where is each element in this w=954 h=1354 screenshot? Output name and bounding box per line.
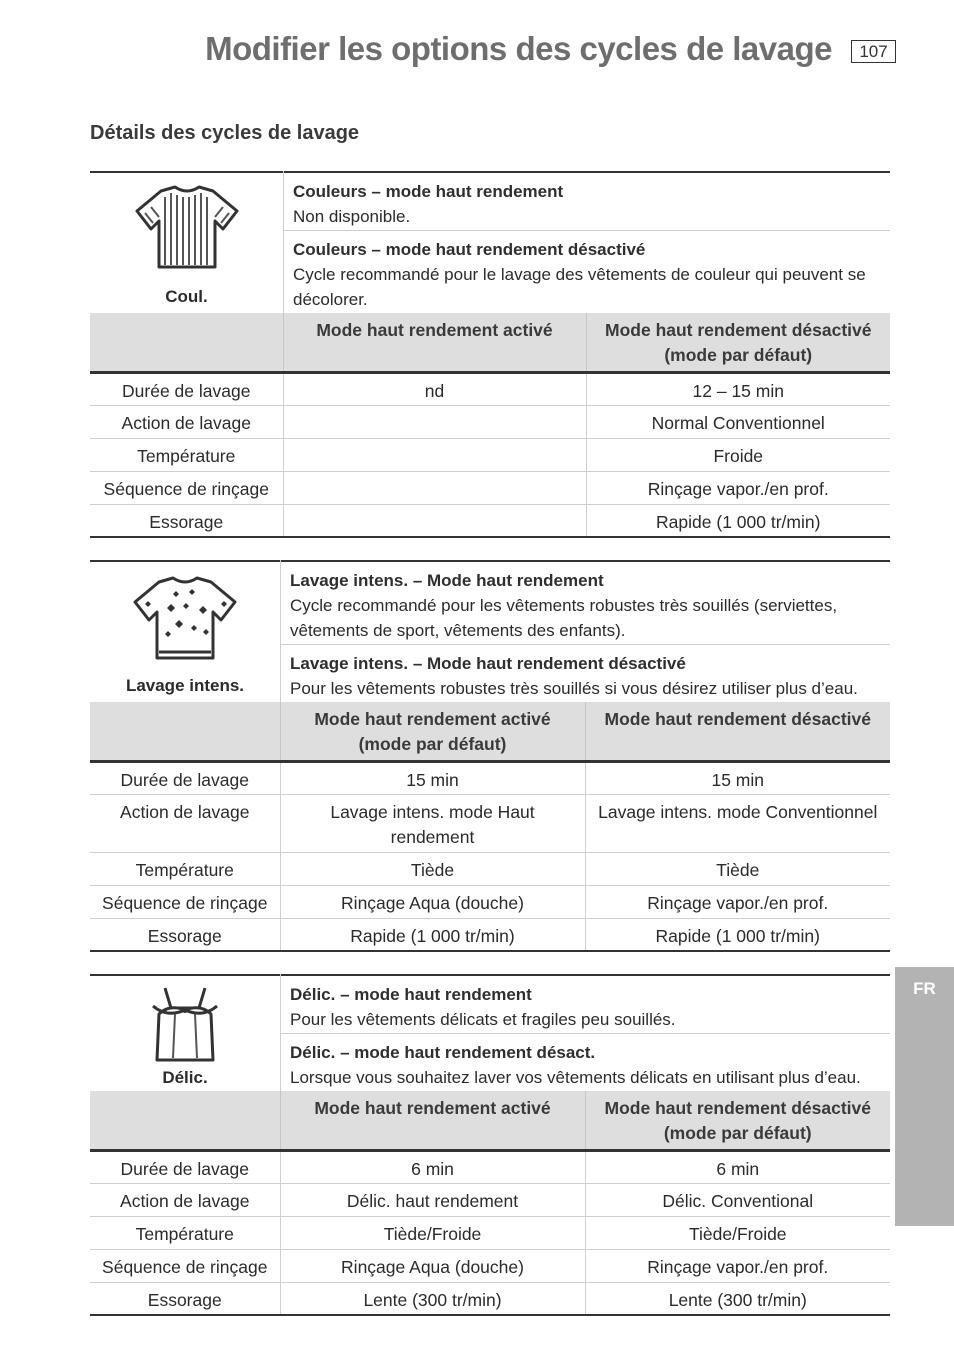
table-row [90,1183,890,1216]
table-header-row [90,313,890,372]
cell-he-on: Lente (300 tr/min) [280,1282,585,1315]
section-title: Détails des cycles de lavage [90,122,360,144]
description-text: Cycle recommandé pour les vêtements robustes très souillés (serviettes, vêtements de sport, vêtements des enfants). [290,596,838,640]
cycle-description [284,173,890,313]
cell-he-on: 6 min [280,1150,585,1183]
table-row [90,852,890,885]
cell-he-off: Tiède [585,852,890,885]
cell-he-off: Normal Conventionnel [586,405,890,438]
cycle-description [281,562,890,702]
table-header-empty [90,313,283,372]
table-header-he-on: Mode haut rendement activé [280,1091,585,1150]
description-entry-conventional [284,230,890,313]
row-label: Séquence de rinçage [90,1249,280,1282]
description-entry-he [281,562,890,644]
cycle-icon-cell [90,974,281,1091]
row-label: Durée de lavage [122,380,251,401]
table-row [90,1249,890,1282]
colored-shirt-icon [131,183,243,273]
table-row [90,471,890,504]
cell-he-on [283,405,586,438]
table-row [90,1216,890,1249]
cycle-description [281,976,890,1091]
cycle-block-heavy-duty [90,560,890,950]
cell-he-off: Rinçage vapor./en prof. [585,1249,890,1282]
description-entry-conventional [281,644,890,702]
cell-he-on: Tiède/Froide [280,1216,585,1249]
cell-he-off: Lavage intens. mode Conventionnel [585,794,890,852]
cell-he-off: Tiède/Froide [585,1216,890,1249]
cycle-label: Délic. [162,1068,208,1087]
delicate-top-icon [147,984,223,1064]
cell-he-off: Rinçage vapor./en prof. [586,471,890,504]
description-text: Pour les vêtements robustes très souillés si vous désirez utiliser plus d’eau. [290,679,858,698]
table-row [90,372,890,405]
description-text: Pour les vêtements délicats et fragiles peu souillés. [290,1010,676,1029]
cell-he-on: Rinçage Aqua (douche) [280,885,585,918]
row-label: Essorage [90,1282,280,1315]
cell-he-on: Tiède [280,852,585,885]
table-row [90,438,890,471]
table-row [90,405,890,438]
cycle-icon-cell [90,171,284,313]
cycle-settings-table [90,702,890,952]
table-row [90,1150,890,1183]
description-title: Couleurs – mode haut rendement [293,182,564,201]
row-label: Action de lavage [90,1183,280,1216]
cell-he-on [283,504,586,537]
cycle-block-delicates [90,974,890,1314]
row-label: Essorage [90,918,280,951]
table-header-he-on: Mode haut rendement activé [283,313,586,372]
cell-he-off: 12 – 15 min [586,372,890,405]
cycle-label: Lavage intens. [125,676,245,695]
cycle-block-colors [90,171,890,535]
language-tab-label: FR [913,979,936,998]
description-entry-he [281,976,890,1033]
table-row [90,761,890,794]
page-number: 107 [851,40,896,63]
cycle-settings-table [90,1091,890,1316]
cell-he-on: Rapide (1 000 tr/min) [280,918,585,951]
cycle-label: Coul. [165,287,208,306]
cell-he-on [283,471,586,504]
row-label: Température [90,1216,280,1249]
description-title: Délic. – mode haut rendement désact. [290,1043,596,1062]
table-row [90,504,890,537]
cell-he-on: Rinçage Aqua (douche) [280,1249,585,1282]
row-label: Action de lavage [90,794,280,852]
row-label: Séquence de rinçage [90,471,283,504]
table-row [90,794,890,852]
cell-he-off: Lente (300 tr/min) [585,1282,890,1315]
table-header-he-off: Mode haut rendement désactivé (mode par défaut) [585,1091,890,1150]
cell-he-on: nd [283,372,586,405]
description-title: Couleurs – mode haut rendement désactivé [293,240,646,259]
description-text: Lorsque vous souhaitez laver vos vêtements délicats en utilisant plus d’eau. [290,1068,861,1087]
description-text: Non disponible. [293,207,411,226]
row-label: Température [90,852,280,885]
page-title: Modifier les options des cycles de lavage [205,30,832,67]
description-title: Lavage intens. – Mode haut rendement [290,571,604,590]
description-text: Cycle recommandé pour le lavage des vêtements de couleur qui peuvent se décolorer. [293,265,866,309]
row-label: Durée de lavage [120,1158,249,1179]
cell-he-off: Délic. Conventional [585,1183,890,1216]
cell-he-off: 15 min [585,761,890,794]
language-tab [895,967,954,1226]
table-row [90,1282,890,1315]
table-header-he-off: Mode haut rendement désactivé [585,702,890,761]
cycle-icon-cell [90,560,281,702]
table-header-he-on: Mode haut rendement activé (mode par défaut) [280,702,585,761]
cell-he-off: Froide [586,438,890,471]
cell-he-on: Lavage intens. mode Haut rendement [280,794,585,852]
description-title: Lavage intens. – Mode haut rendement désactivé [290,654,686,673]
cell-he-off: Rapide (1 000 tr/min) [585,918,890,951]
description-title: Délic. – mode haut rendement [290,985,532,1004]
row-label: Action de lavage [90,405,283,438]
row-label: Séquence de rinçage [90,885,280,918]
row-label: Durée de lavage [120,769,249,790]
table-header-row [90,702,890,761]
cell-he-on: Délic. haut rendement [280,1183,585,1216]
cell-he-on [283,438,586,471]
soiled-shirt-icon [129,572,241,662]
description-entry-conventional [281,1033,890,1091]
table-header-he-off: Mode haut rendement désactivé (mode par défaut) [586,313,890,372]
description-entry-he [284,173,890,230]
table-header-row [90,1091,890,1150]
table-header-empty [90,702,280,761]
cell-he-off: Rinçage vapor./en prof. [585,885,890,918]
cell-he-on: 15 min [280,761,585,794]
cell-he-off: 6 min [585,1150,890,1183]
cell-he-off: Rapide (1 000 tr/min) [586,504,890,537]
cycle-settings-table [90,313,890,538]
table-header-empty [90,1091,280,1150]
table-row [90,918,890,951]
row-label: Température [90,438,283,471]
row-label: Essorage [90,504,283,537]
table-row [90,885,890,918]
